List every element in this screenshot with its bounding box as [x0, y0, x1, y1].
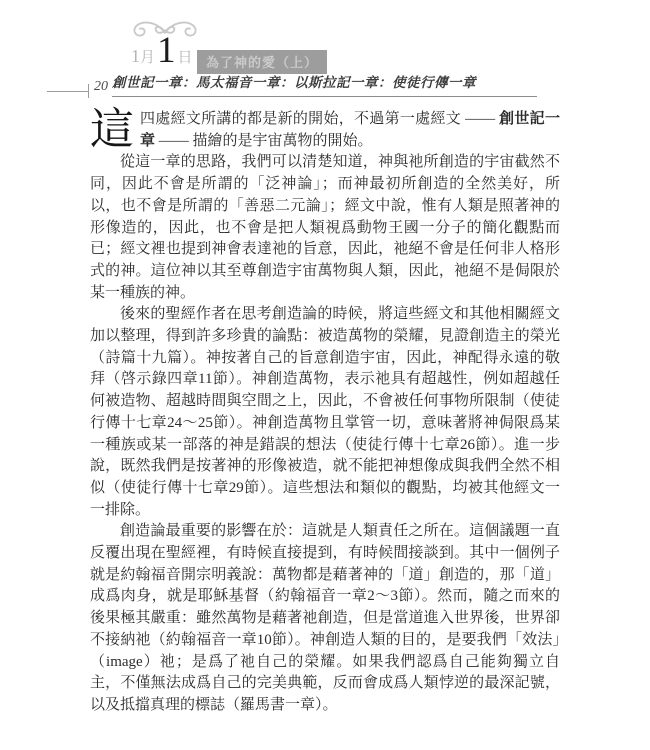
paragraph-1	[90, 105, 560, 154]
date-display	[131, 30, 193, 71]
page-number-tick	[88, 84, 89, 98]
title-badge: 為了神的愛（上）	[197, 50, 327, 74]
day-number: 1	[157, 30, 176, 71]
paragraph-1-bold-ref: 創世記一章	[140, 111, 560, 149]
body-text	[90, 105, 560, 717]
month-number: 1	[131, 46, 140, 66]
paragraph-4: 創造論最重要的影響在於：這就是人類責任之所在。這個議題一直反覆出現在聖經裡，有時候直接提到，有時候間接談到。其中一個例子就是約翰福音開宗明義說：萬物都是藉著神的「道」創造的，那「道」成爲肉身，就是耶穌基督（約翰福音一章2～3節）。然而，隨之而來的後果極其嚴重：雖然萬物是藉著祂創造，但是當道進入世界後，世界卻不接納祂（約翰福音一章10節）。神創造人類的目的，是要我們「效法」（image）祂；是爲了祂自己的榮耀。如果我們認爲自己能夠獨立自主，不僅無法成爲自己的完美典範，反而會成爲人類悖逆的最深記號，以及抵擋真理的標誌（羅馬書一章）。	[90, 523, 560, 713]
paragraph-2: 從這一章的思路，我們可以清楚知道，神與祂所創造的宇宙截然不同，因此不會是所謂的「泛神論」；而神最初所創造的全然美好，所以，也不會是所謂的「善惡二元論」；經文中說，惟有人類是照著神的形像造的，因此，也不會是把人類視爲動物王國一分子的簡化觀點而已；經文裡也提到神會表達祂的旨意，因此，祂絕不會是任何非人格形式的神。這位神以其至尊創造宇宙萬物與人類，因此，祂絕不是侷限於某一種族的神。	[90, 154, 560, 301]
paragraph-1-text: 四處經文所講的都是新的開始，不過第一處經文 ——	[140, 111, 500, 127]
dropcap-character: 這	[90, 105, 134, 154]
paragraph-1-text-end: —— 描繪的是宇宙萬物的開始。	[155, 132, 373, 149]
day-unit: 日	[177, 49, 193, 66]
page-number: 20	[94, 79, 108, 94]
month-unit: 月	[140, 49, 156, 66]
reading-plan: 創世記一章：馬太福音一章：以斯拉記一章：使徒行傳一章	[112, 71, 537, 97]
left-margin-rule	[47, 91, 88, 92]
paragraph-3: 後來的聖經作者在思考創造論的時候，將這些經文和其他相關經文加以整理，得到許多珍貴的論點：被造萬物的榮耀，見證創造主的榮光（詩篇十九篇）。神按著自己的旨意創造宇宙，因此，神配得永遠的敬拜（啓示錄四章11節）。神創造萬物，表示祂具有超越性，例如超越任何被造物、超越時間與空間之上，因此，不會被任何事物所限制（使徒行傳十七章24～25節）。神創造萬物且掌管一切，意味著將神侷限爲某一種族或某一部落的神是錯誤的想法（使徒行傳十七章26節）。進一步說，既然我們是按著神的形像被造，就不能把神想像成與我們全然不相似（使徒行傳十七章29節）。這些想法和類似的觀點，均被其他經文一一排除。	[90, 306, 560, 518]
